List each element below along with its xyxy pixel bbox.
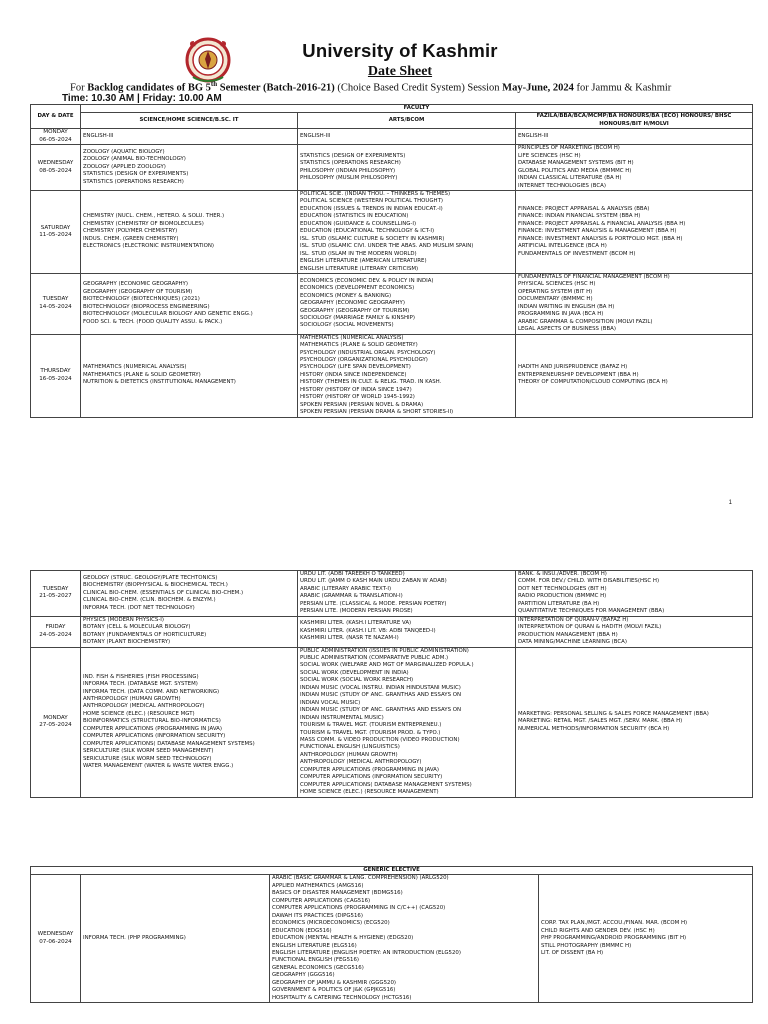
subject-entry: LIFE SCIENCES (HSC H) (518, 152, 581, 159)
line-batch: Backlog candidates of BG 5 (87, 82, 211, 94)
exam-day-row (31, 129, 753, 145)
subject-entry: STILL PHOTOGRAPHY (BMMMC H) (541, 942, 632, 949)
subject-entry: BOTANY (PLANT BIOCHEMISTRY) (83, 639, 171, 646)
subject-entry: EDUCATION (ISSUES & TRENDS IN INDIAN EDUCAT.-I) (300, 205, 443, 212)
subject-entry: HOSPITALITY & CATERING TECHNOLOGY (HCTG516) (272, 994, 412, 1001)
subject-entry: INFORMA TECH. (DATA COMM. AND NETWORKING) (83, 688, 220, 695)
subject-entry: OPERATING SYSTEM (BIT H) (518, 288, 593, 295)
subject-entry: STATISTICS (OPERATIONS RESEARCH) (83, 178, 184, 185)
subject-entry: COMPUTER APPLICATIONS( DATABASE MANAGEMENT SYSTEMS) (300, 781, 472, 788)
subject-entry: FINANCE: PROJECT APPRAISAL & FINANCIAL ANALYSIS (BBA H) (518, 220, 686, 227)
subject-entry: PHILOSOPHY (INDIAN PHILOSOPHY) (300, 167, 396, 174)
line-sup: th (210, 80, 218, 88)
subject-entry: SERICULTURE (SILK WORM SEED MANAGEMENT) (83, 748, 214, 755)
fazila-subjects-cell (516, 129, 753, 145)
exam-date: 07-06-2024 (39, 938, 72, 945)
science-subjects-cell (81, 190, 298, 273)
subject-entry: GOVERNMENT & POLITICS OF J&K (GPJKG516) (272, 987, 396, 994)
subject-entry: THEORY OF COMPUTATION/CLOUD COMPUTING (BCA H) (518, 379, 668, 386)
subject-entry: POLITICAL SCIENCE (WESTERN POLITICAL THOUGHT) (300, 198, 443, 205)
subject-entry: GEOGRAPHY (GEOGRAPHY OF TOURISM) (83, 288, 193, 295)
subject-entry: SPOKEN PERSIAN (PERSIAN DRAMA & SHORT STORIES-II) (300, 409, 454, 416)
subject-entry: INDIAN MUSIC (STUDY OF ANC. GRANTHAS AND ESSAYS ON (300, 692, 461, 699)
subject-entry: INFORMA TECH. (DATABASE MGT. SYSTEM) (83, 681, 198, 688)
subject-entry: ARABIC (LITERARY ARABIC TEXT-I) (300, 585, 392, 592)
science-subjects-cell (81, 273, 298, 334)
line-batch-years: Semester (Batch-2016-21) (217, 82, 335, 94)
exam-day-row (31, 647, 753, 797)
subject-entry: ZOOLOGY (AQUATIC BIOLOGY) (83, 148, 165, 155)
subject-entry: EDUCATION (STATISTICS IN EDUCATION) (300, 213, 409, 220)
exam-day-row (31, 190, 753, 273)
subject-entry: GEOGRAPHY (GGG516) (272, 972, 335, 979)
subject-entry: NUTRITION & DIETETICS (INSTITUTIONAL MANAGEMENT) (83, 379, 236, 386)
subject-entry: COMPUTER APPLICATIONS (PROGRAMMING IN JAVA) (300, 766, 439, 773)
subject-entry: EDUCATION (EDG516) (272, 927, 332, 934)
subject-entry: HADITH AND JURISPRUDENCE (BAFAZ H) (518, 364, 628, 371)
subject-entry: ELECTRONICS (ELECTRONIC INSTRUMENTATION) (83, 243, 214, 250)
fazila-subjects-cell (539, 875, 753, 1003)
subject-entry: ARABIC GRAMMAR & COMPOSITION (MOLVI FAZIL) (518, 318, 653, 325)
day-name: MONDAY (43, 714, 68, 721)
subject-entry: BOTANY (FUNDAMENTALS OF HORTICULTURE) (83, 631, 207, 638)
subject-entry: QUANTITATIVE TECHNIQUES FOR MANAGEMENT (BBA) (518, 608, 665, 615)
subject-entry: HISTORY (HISTORY OF INDIA SINCE 1947) (300, 386, 412, 393)
arts-subjects-cell (298, 145, 516, 191)
subject-entry: FUNDAMENTALS OF FINANCIAL MANAGEMENT (BCOM H) (518, 273, 670, 280)
fazila-subjects-cell (516, 616, 753, 647)
fazila-header: FAZILA/BBA/BCA/MCMP/BA HONOURS/BA (ECO) HONOURS/ BHSC HONOURS/BIT H/MOLVI (516, 113, 753, 129)
fazila-subjects-cell (516, 647, 753, 797)
exam-date: 06-05-2024 (39, 136, 72, 143)
subject-entry: INTERPRETATION OF QURAN & HADITH (MOLVI FAZIL) (518, 624, 662, 631)
subject-entry: HISTORY (HISTORY OF WORLD 1945-1992) (300, 394, 415, 401)
subject-entry: CHEMISTRY (CHEMISTRY OF BIOMOLECULES) (83, 220, 204, 227)
fazila-subjects-cell (516, 190, 753, 273)
science-subjects-cell (81, 647, 298, 797)
exam-date: 14-05-2024 (39, 303, 72, 310)
subject-entry: URDU LIT. (JAMM O KASH MAIN URDU ZABAN W ADAB) (300, 578, 447, 585)
subject-entry: ZOOLOGY (ANIMAL BIO-TECHNOLOGY) (83, 156, 186, 163)
day-name: THURSDAY (40, 368, 71, 375)
subject-entry: FINANCE: INDIAN FINANCIAL SYSTEM (BBA H) (518, 213, 641, 220)
subject-entry: INDIAN MUSIC (VOCAL INSTRU. INDIAN HINDUSTANI MUSIC) (300, 684, 461, 691)
subject-entry: SOCIOLOGY (SOCIAL MOVEMENTS) (300, 322, 394, 329)
subject-entry: KASHMIRI LITER. (KASH.I LIT. VB: ADBI TANQEED-I) (300, 627, 436, 634)
exam-day-row (31, 875, 753, 1003)
subject-entry: INDIAN VOCAL MUSIC) (300, 699, 361, 706)
subject-entry: FOOD SCI. & TECH. (FOOD QUALITY ASSU. & PACK.) (83, 318, 223, 325)
subject-entry: ECONOMICS (MICROECONOMICS) (ECG520) (272, 920, 390, 927)
fazila-subjects-cell (516, 145, 753, 191)
exam-day-row (31, 145, 753, 191)
day-date-cell (31, 334, 81, 417)
subject-entry: INDUS. CHEM. (GREEN CHEMISTRY) (83, 235, 179, 242)
subject-entry: PHYSICAL SCIENCES (HSC H) (518, 281, 596, 288)
subject-entry: HISTORY (INDIA SINCE INDEPENDENCE) (300, 371, 407, 378)
subject-entry: MATHEMATICS (PLANE & SOLID GEOMETRY) (83, 371, 201, 378)
subject-entry: ENGLISH LITERATURE (ENGLISH POETRY: AN INTRODUCTION (ELG520) (272, 949, 461, 956)
day-name: FRIDAY (45, 624, 66, 631)
subject-entry: EDUCATION (GUIDANCE & COUNSELLING-I) (300, 220, 417, 227)
subject-entry: COMM. FOR DEV./ CHILD. WITH DISABILITIES(HSC H) (518, 578, 660, 585)
subject-entry: MATHEMATICS (PLANE & SOLID GEOMETRY) (300, 342, 418, 349)
date-sheet-table-2 (30, 570, 753, 798)
subject-entry: DAWAH ITS PRACTICES (DIPG516) (272, 912, 363, 919)
science-subjects-cell (81, 616, 298, 647)
line-region: for Jammu & Kashmir (573, 82, 672, 94)
subject-entry: ECONOMICS (ECONOMIC DEV. & POLICY IN INDIA) (300, 277, 434, 284)
arts-subjects-cell (298, 273, 516, 334)
subject-entry: INDIAN MUSIC (STUDY OF ANC. GRANTHAS AND ESSAYS ON (300, 707, 461, 714)
subject-entry: EDUCATION (MENTAL HEALTH & HYGIENE) (EDG520) (272, 935, 414, 942)
page-number: 1 (728, 500, 732, 506)
subject-entry: ANTHROPOLOGY (MEDICAL ANTHROPOLOGY) (83, 703, 205, 710)
subject-entry: URDU LIT. (ADBI TAREEKH O TANKEED) (300, 571, 405, 577)
day-date-cell (31, 647, 81, 797)
subject-entry: MATHEMATICS (NUMERICAL ANALYSIS) (300, 334, 404, 341)
science-subjects-cell (81, 145, 298, 191)
day-name: WEDNESDAY (37, 160, 74, 167)
subject-entry: PSYCHOLOGY (ORGANIZATIONAL PSYCHOLOGY) (300, 356, 428, 363)
day-date-cell (31, 616, 81, 647)
subject-entry: TOURISM & TRAVEL MGT. (TOURISM PROD. & TYPO.) (300, 729, 441, 736)
subject-entry: BIOTECHNOLOGY (BIOPROCESS ENGINEERING) (83, 303, 210, 310)
subject-entry: INTERNET TECHNOLOGIES (BCA) (518, 182, 606, 189)
subject-entry: SPOKEN PERSIAN (PERSIAN NOVEL & DRAMA) (300, 401, 424, 408)
subject-entry: GEOGRAPHY (ECONOMIC GEOGRAPHY) (300, 300, 405, 307)
subject-entry: ANTHROPOLOGY (HUMAN GROWTH) (300, 751, 398, 758)
subject-entry: PRINCIPLES OF MARKETING (BCOM H) (518, 145, 620, 152)
subject-entry: INDIAN WRITING IN ENGLISH (BA H) (518, 303, 615, 310)
subject-entry: CHEMISTRY (POLYMER CHEMISTRY) (83, 228, 178, 235)
candidates-line (70, 80, 760, 94)
science-subjects-cell (81, 571, 298, 617)
university-name: University of Kashmir (302, 40, 498, 61)
fazila-subjects-cell (516, 334, 753, 417)
date-sheet-table-1 (30, 104, 753, 418)
subject-entry: CHILD RIGHTS AND GENDER DEV. (HSC H) (541, 927, 655, 934)
faculty-header: FACULTY (81, 105, 753, 113)
subject-entry: GENERAL ECONOMICS (GECG516) (272, 964, 364, 971)
subject-entry: PUBLIC ADMINISTRATION (ISSUES IN PUBLIC ADMINISTRATION) (300, 647, 469, 654)
subject-entry: ENGLISH-III (518, 133, 549, 140)
subject-entry: PHP PROGRAMMING/ANDROID PROGRAMMING (BIT H) (541, 935, 687, 942)
day-date-cell (31, 571, 81, 617)
subject-entry: FINANCE: PROJECT APPRAISAL & ANALYSIS (BBA) (518, 205, 650, 212)
generic-elective-heading: GENERIC ELECTIVE (31, 867, 753, 875)
exam-date: 21-05-2027 (39, 593, 72, 600)
subject-entry: PARTITION LITERATURE (BA H) (518, 600, 600, 607)
subject-entry: ECONOMICS (DEVELOPMENT ECONOMICS) (300, 285, 415, 292)
subject-entry: CLINICAL BIO-CHEM. (CLIN. BIOCHEM. & ENZYM.) (83, 597, 216, 604)
day-name: MONDAY (43, 129, 68, 136)
subject-entry: NUMERICAL METHODS/INFORMATION SECURITY (BCA H) (518, 725, 670, 732)
subject-entry: INTERPRETATION OF QURAN-V (BAFAZ H) (518, 616, 629, 623)
subject-entry: IND. FISH & FISHERIES (FISH PROCESSING) (83, 673, 199, 680)
subject-entry: RADIO PRODUCTION (BMMMC H) (518, 593, 607, 600)
exam-date: 08-05-2024 (39, 167, 72, 174)
subject-entry: STATISTICS (OPERATIONS RESEARCH) (300, 160, 401, 167)
arts-header: ARTS/BCOM (298, 113, 516, 129)
science-subjects-cell (81, 129, 298, 145)
subject-entry: KASHMIRI LITER. (KASH.I LITERATURE VA) (300, 620, 412, 627)
subject-entry: KASHMIRI LITER. (NASR TE NAZAM-I) (300, 635, 399, 642)
subject-entry: FUNCTIONAL ENGLISH (FEG516) (272, 957, 359, 964)
exam-day-row (31, 334, 753, 417)
subject-entry: PRODUCTION MANAGEMENT (BBA H) (518, 631, 618, 638)
subject-entry: MARKETING: PERSONAL SELLING & SALES FORCE MANAGEMENT (BBA) (518, 710, 709, 717)
subject-entry: LEGAL ASPECTS OF BUSINESS (BBA) (518, 326, 616, 333)
subject-entry: CHEMISTRY (NUCL. CHEM., HETERO. & SOLU. THER.) (83, 213, 225, 220)
subject-entry: MATHEMATICS (NUMERICAL ANALYSIS) (83, 364, 187, 371)
subject-entry: TOURISM & TRAVEL MGT. (TOURISM ENTREPRENEU.) (300, 722, 442, 729)
subject-entry: SOCIAL WORK (DEVELOPMENT IN INDIA) (300, 669, 409, 676)
arts-subjects-cell (298, 647, 516, 797)
subject-entry: CLINICAL BIO-CHEM. (ESSENTIALS OF CLINICAL BIO-CHEM.) (83, 589, 244, 596)
subject-entry: PSYCHOLOGY (INDUSTRIAL ORGAN. PSYCHOLOGY) (300, 349, 436, 356)
arts-subjects-cell (298, 571, 516, 617)
subject-entry: GEOLOGY (STRUC. GEOLOGY/PLATE TECHTONICS) (83, 574, 218, 581)
arts-subjects-cell (298, 129, 516, 145)
science-subjects-cell (81, 334, 298, 417)
subject-entry: PSYCHOLOGY (LIFE SPAN DEVELOPMENT) (300, 364, 411, 371)
subject-entry: MARKETING: RETAIL MGT. /SALES MGT. /SERV. MARK. (BBA H) (518, 718, 683, 725)
subject-entry: BIOINFORMATICS (STRUCTURAL BIO-INFORMATICS) (83, 718, 221, 725)
exam-date: 27-05-2024 (39, 722, 72, 729)
subject-entry: PROGRAMMING IN JAVA (BCA H) (518, 311, 604, 318)
subject-entry: HOME SCIENCE (ELEC.) (RESOURCE MANAGEMENT) (300, 789, 439, 796)
subject-entry: WATER MANAGEMENT (WATER & WASTE WATER ENGG.) (83, 763, 234, 770)
subject-entry: FUNDAMENTALS OF INVESTMENT (BCOM H) (518, 250, 636, 257)
subject-entry: HOME SCIENCE (ELEC.) (RESOURCE MGT) (83, 710, 195, 717)
subject-entry: ISL. STUD (ISLAM IN THE MODERN WORLD) (300, 250, 417, 257)
subject-entry: ENGLISH LITERATURE (ELG516) (272, 942, 357, 949)
exam-day-row (31, 571, 753, 617)
subject-entry: GEOGRAPHY (ECONOMIC GEOGRAPHY) (83, 281, 188, 288)
subject-entry: ENGLISH-III (83, 133, 114, 140)
subject-entry: BANK. & INSU./ADVER. (BCOM H) (518, 571, 607, 577)
subject-entry: PERSIAN LITE. (MODERN PERSIAN PROSE) (300, 608, 413, 615)
page-2 (0, 548, 768, 1024)
subject-entry: STATISTICS (DESIGN OF EXPERIMENTS) (83, 171, 189, 178)
subject-entry: COMPUTER APPLICATIONS (PROGRAMMING IN JAVA) (83, 725, 222, 732)
subject-entry: EDUCATION (EDUCATIONAL TECHNOLOGY & ICT-I) (300, 228, 435, 235)
subject-entry: DOT NET TECHNOLOGIES (BIT H) (518, 585, 607, 592)
subject-entry: ARABIC (BASIC GRAMMAR & LANG. COMPREHENSION) (ARLG520) (272, 875, 449, 882)
fazila-subjects-cell (516, 571, 753, 617)
document-header (0, 0, 768, 104)
subject-entry: INFORMA TECH. (PHP PROGRAMMING) (83, 935, 186, 942)
arts-subjects-cell (298, 190, 516, 273)
subject-entry: BIOTECHNOLOGY (BIOTECHNIQUES) (2021) (83, 296, 200, 303)
exam-day-row (31, 616, 753, 647)
exam-day-row (31, 273, 753, 334)
day-date-cell (31, 875, 81, 1003)
exam-date: 24-05-2024 (39, 631, 72, 638)
subject-entry: ANTHROPOLOGY (HUMAN GROWTH) (83, 695, 181, 702)
subject-entry: COMPUTER APPLICATIONS (PROGRAMMING IN C/C++) (CAG520) (272, 905, 446, 912)
subject-entry: BIOTECHNOLOGY (MOLECULAR BIOLOGY AND GENETIC ENGG.) (83, 311, 253, 318)
generic-subjects-cell (270, 875, 539, 1003)
day-date-cell (31, 129, 81, 145)
subject-entry: INFORMA TECH. (DOT NET TECHNOLOGY) (83, 604, 195, 611)
subject-entry: ENGLISH LITERATURE (AMERICAN LITERATURE) (300, 258, 427, 265)
subject-entry: DATA MINING/MACHINE LEARNING (BCA) (518, 639, 627, 646)
subject-entry: ECONOMICS (MONEY & BANKING) (300, 292, 392, 299)
subject-entry: BIOCHEMISTRY (BIOPHYSICAL & BIOCHEMICAL TECH.) (83, 582, 228, 589)
subject-entry: ISL. STUD (ISLAMIC CIVI. UNDER THE ABAS. AND MUSLIM SPAIN) (300, 243, 474, 250)
arts-subjects-cell (298, 334, 516, 417)
subject-entry: ARABIC (GRAMMAR & TRANSLATION-I) (300, 593, 403, 600)
day-date-header: DAY & DATE (31, 105, 81, 129)
generic-elective-table (30, 866, 753, 1003)
subject-entry: FINANCE: INVESTMENT ANALYSIS & MANAGEMENT (BBA H) (518, 228, 677, 235)
subject-entry: DATABASE MANAGEMENT SYSTEMS (BIT H) (518, 160, 634, 167)
subject-entry: BOTANY (CELL & MOLECULAR BIOLOGY) (83, 624, 191, 631)
subject-entry: LIT. OF DISSENT (BA H) (541, 949, 604, 956)
subject-entry: POLITICAL SCIE. (INDIAN THOU. – THINKERS & THEMES) (300, 190, 451, 197)
day-date-cell (31, 273, 81, 334)
line-session: May-June, 2024 (502, 82, 574, 94)
fazila-subjects-cell (516, 273, 753, 334)
subject-entry: COMPUTER APPLICATIONS (INFORMATION SECURITY) (300, 774, 443, 781)
subject-entry: MASS COMM. & VIDEO PRODUCTION (VIDEO PRODUCTION) (300, 736, 460, 743)
subject-entry: SOCIAL WORK (SOCIAL WORK RESEARCH) (300, 677, 414, 684)
exam-date: 11-05-2024 (39, 231, 72, 238)
subject-entry: PHYSICS (MODERN PHYSICS-I) (83, 616, 164, 623)
subject-entry: PHILOSOPHY (MUSLIM PHILOSOPHY) (300, 175, 398, 182)
subject-entry: COMPUTER APPLICATIONS( DATABASE MANAGEMENT SYSTEMS) (83, 740, 255, 747)
date-sheet-title: Date Sheet (367, 64, 433, 79)
subject-entry: CORP. TAX PLAN./MGT. ACCOU./FINAN. MAR. (BCOM H) (541, 920, 688, 927)
subject-entry: ANTHROPOLOGY (MEDICAL ANTHROPOLOGY) (300, 759, 422, 766)
subject-entry: ENTREPRENEURSHIP DEVELOPMENT (BBA H) (518, 371, 639, 378)
subject-entry: APPLIED MATHEMATICS (AMG516) (272, 882, 364, 889)
line-for: For (70, 82, 88, 94)
subject-entry: BASICS OF DISASTER MANAGEMENT (BDMG516) (272, 890, 403, 897)
science-header: SCIENCE/HOME SCIENCE/B.SC. IT (81, 113, 298, 129)
subject-entry: GEOGRAPHY (GEOGRAPHY OF TOURISM) (300, 307, 410, 314)
subject-entry: FINANCE: INVESTMENT ANALYSIS & PORTFOLIO MGT. (BBA H) (518, 235, 683, 242)
subject-entry: SERICULTURE (SILK WORM SEED TECHNOLOGY) (83, 755, 212, 762)
subject-entry: FUNCTIONAL ENGLISH (LINGUISTICS) (300, 744, 400, 751)
subject-entry: SOCIOLOGY (MARRIAGE FAMILY & KINSHIP) (300, 314, 415, 321)
subject-entry: INDIAN INSTRUMENTAL MUSIC) (300, 714, 384, 721)
subject-entry: DOCUMENTARY (BMMMC H) (518, 296, 593, 303)
subject-entry: COMPUTER APPLICATIONS (INFORMATION SECURITY) (83, 733, 226, 740)
university-seal-icon (185, 37, 231, 83)
arts-subjects-cell (298, 616, 516, 647)
day-name: TUESDAY (42, 296, 69, 303)
exam-time: Time: 10.30 AM | Friday: 10.00 AM (62, 93, 222, 104)
subject-entry: PERSIAN LITE. (CLASSICAL & MODE. PERSIAN POETRY) (300, 600, 447, 607)
day-name: SATURDAY (40, 224, 71, 231)
subject-entry: GLOBAL POLITICS AND MEDIA (BMMMC H) (518, 167, 632, 174)
line-system: (Choice Based Credit System) Session (334, 82, 503, 94)
day-name: WEDNESDAY (37, 931, 74, 938)
subject-entry: ARTIFICIAL INTELIGENCE (BCA H) (518, 243, 607, 250)
subject-entry: HISTORY (THEMES IN CULT. & RELIG. TRAD. IN KASH. (300, 379, 442, 386)
subject-entry: COMPUTER APPLICATIONS (CAG516) (272, 897, 371, 904)
exam-date: 16-05-2024 (39, 375, 72, 382)
subject-entry: ZOOLOGY (APPLIED ZOOLOGY) (83, 163, 166, 170)
subject-entry: GEOGRAPHY OF JAMMU & KASHMIR (GGG520) (272, 979, 396, 986)
subject-entry: SOCIAL WORK (WELFARE AND MGT OF MARGINALIZED POPULA.) (300, 662, 474, 669)
subject-entry: ENGLISH LITERATURE (LITERARY CRITICISM) (300, 265, 419, 272)
subject-entry: ISL. STUD (ISLAMIC CULTURE & SOCIETY IN KASHMIR) (300, 235, 445, 242)
subject-entry: INDIAN CLASSICAL LITERATURE (BA H) (518, 175, 622, 182)
subject-entry: PUBLIC ADMINISTRATION (COMPARATIVE PUBLIC ADM.) (300, 654, 449, 661)
day-name: TUESDAY (42, 585, 69, 592)
subject-entry: STATISTICS (DESIGN OF EXPERIMENTS) (300, 152, 406, 159)
day-date-cell (31, 190, 81, 273)
day-date-cell (31, 145, 81, 191)
subject-entry: ENGLISH-III (300, 133, 331, 140)
science-subjects-cell (81, 875, 270, 1003)
